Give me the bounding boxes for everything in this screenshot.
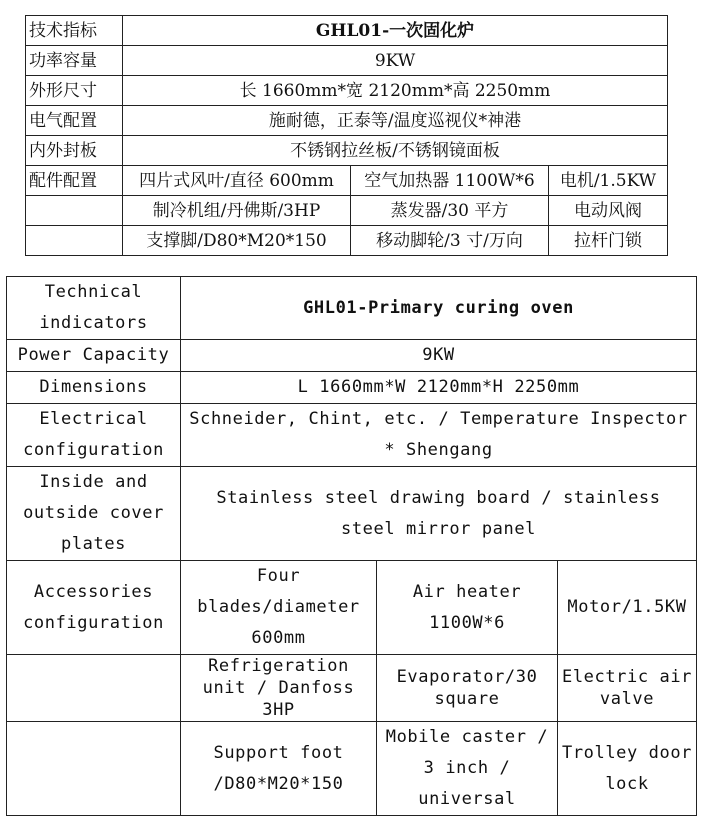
accessory-cell: Mobile caster / 3 inch / universal — [377, 722, 558, 816]
accessory-cell: Four blades/diameter 600mm — [181, 561, 377, 655]
table-row — [26, 196, 668, 226]
row-value: Schneider, Chint, etc. / Temperature Inspector * Shengang — [181, 404, 697, 467]
header-value: GHL01-一次固化炉 — [123, 16, 668, 46]
row-value: 不锈钢拉丝板/不锈钢镜面板 — [123, 136, 668, 166]
row-label: 外形尺寸 — [26, 76, 123, 106]
row-label: Electrical configuration — [7, 404, 181, 467]
spec-table-english — [6, 276, 697, 816]
spec-table-chinese — [25, 15, 668, 256]
row-label: 电气配置 — [26, 106, 123, 136]
accessory-cell: 四片式风叶/直径 600mm — [123, 166, 351, 196]
table-row — [26, 106, 668, 136]
accessory-cell: 电动风阀 — [549, 196, 668, 226]
table-row — [7, 372, 697, 404]
header-value: GHL01-Primary curing oven — [181, 277, 697, 340]
accessory-cell: Evaporator/30 square — [377, 655, 558, 722]
accessory-cell: 支撑脚/D80*M20*150 — [123, 226, 351, 256]
row-value: 9KW — [123, 46, 668, 76]
empty-cell — [7, 722, 181, 816]
accessory-cell: 拉杆门锁 — [549, 226, 668, 256]
accessory-cell: Trolley door lock — [558, 722, 697, 816]
table-row — [26, 226, 668, 256]
row-label: 功率容量 — [26, 46, 123, 76]
table-row — [7, 722, 697, 816]
row-value: 长 1660mm*宽 2120mm*高 2250mm — [123, 76, 668, 106]
row-value: Stainless steel drawing board / stainless steel mirror panel — [181, 467, 697, 561]
row-label: Inside and outside cover plates — [7, 467, 181, 561]
accessory-cell: 制冷机组/丹佛斯/3HP — [123, 196, 351, 226]
header-label: 技术指标 — [26, 16, 123, 46]
table-row — [7, 467, 697, 561]
table-row — [26, 76, 668, 106]
row-label: Dimensions — [7, 372, 181, 404]
accessory-cell: 移动脚轮/3 寸/万向 — [351, 226, 549, 256]
accessory-cell: Electric air valve — [558, 655, 697, 722]
empty-cell — [26, 196, 123, 226]
empty-cell — [7, 655, 181, 722]
row-value: 施耐德，正泰等/温度巡视仪*神港 — [123, 106, 668, 136]
accessory-cell: Air heater 1100W*6 — [377, 561, 558, 655]
table-row — [26, 16, 668, 46]
header-label: Technical indicators — [7, 277, 181, 340]
table-row — [26, 136, 668, 166]
accessory-cell: Motor/1.5KW — [558, 561, 697, 655]
table-row — [7, 655, 697, 722]
table-row — [7, 561, 697, 655]
accessory-cell: Support foot /D80*M20*150 — [181, 722, 377, 816]
row-label: Power Capacity — [7, 340, 181, 372]
table-row — [26, 46, 668, 76]
table-row — [7, 277, 697, 340]
accessories-label: Accessories configuration — [7, 561, 181, 655]
empty-cell — [26, 226, 123, 256]
table-row — [26, 166, 668, 196]
accessory-cell: Refrigeration unit / Danfoss 3HP — [181, 655, 377, 722]
row-value: L 1660mm*W 2120mm*H 2250mm — [181, 372, 697, 404]
accessories-label: 配件配置 — [26, 166, 123, 196]
row-label: 内外封板 — [26, 136, 123, 166]
accessory-cell: 电机/1.5KW — [549, 166, 668, 196]
table-row — [7, 340, 697, 372]
accessory-cell: 空气加热器 1100W*6 — [351, 166, 549, 196]
accessory-cell: 蒸发器/30 平方 — [351, 196, 549, 226]
table-row — [7, 404, 697, 467]
row-value: 9KW — [181, 340, 697, 372]
